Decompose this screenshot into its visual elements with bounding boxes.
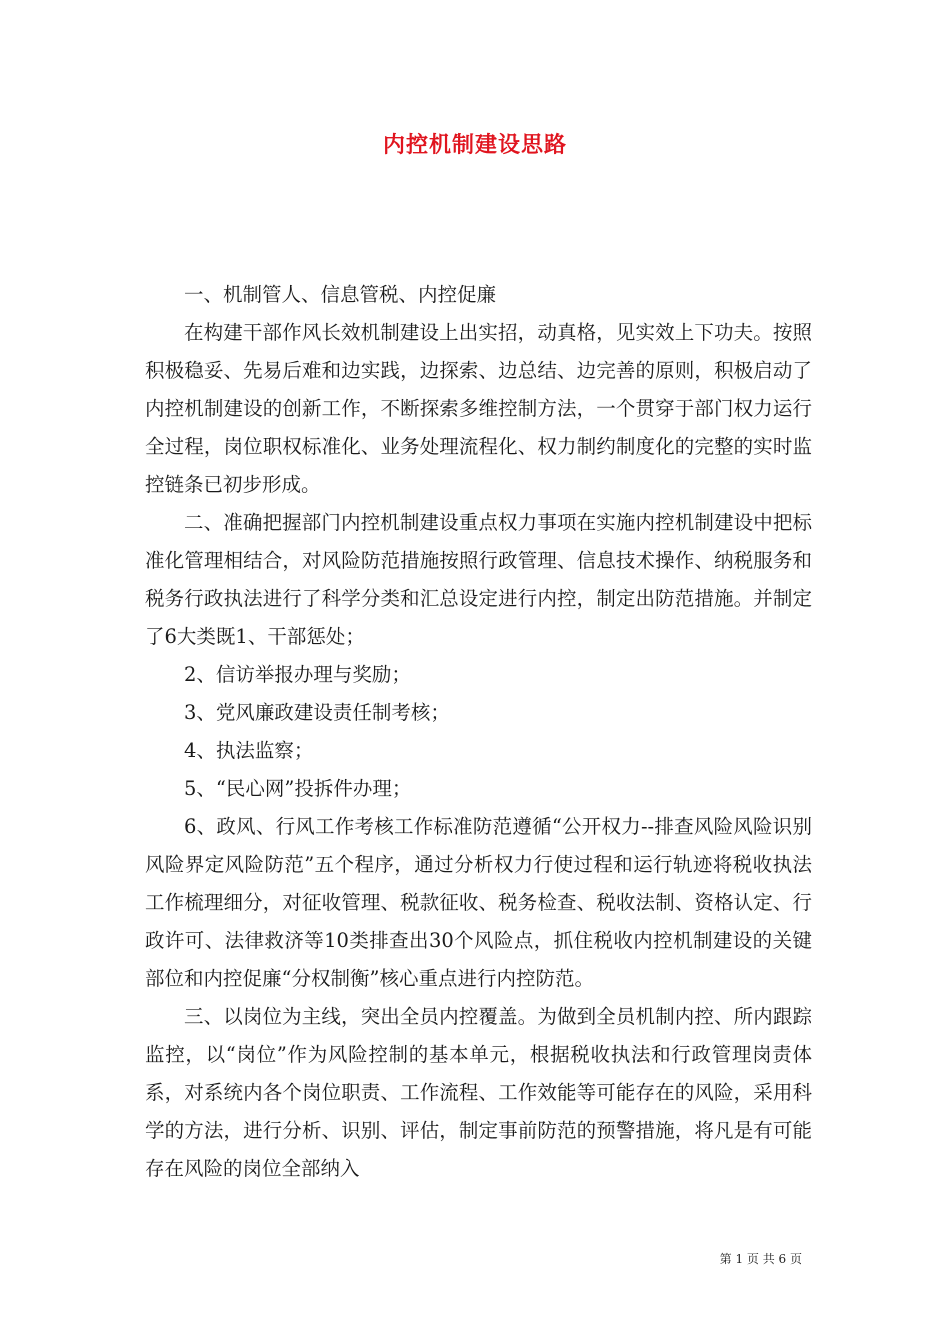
list-item: 2、信访举报办理与奖励； xyxy=(184,663,411,686)
paragraph-heading-2: 二、准确把握部门内控机制建设重点权力事项在实施内控机制建设中把标准化管理相结合，对风险防范措施按照行政管理、信息技术操作、纳税服务和税务行政执法进行了科学分类和汇总设定进行内控，制定出防范措施。并制定了6大类既1、干部惩处； xyxy=(145,511,812,648)
paragraph: 在构建干部作风长效机制建设上出实招，动真格，见实效上下功夫。按照积极稳妥、先易后难和边实践，边探索、边总结、边完善的原则，积极启动了内控机制建设的创新工作，不断探索多维控制方法，一个贯穿于部门权力运行全过程，岗位职权标准化、业务处理流程化、权力制约制度化的完整的实时监控链条已初步形成。 xyxy=(145,321,812,496)
page-number-footer: 第 1 页 共 6 页 xyxy=(719,1252,802,1266)
list-item: 5、“民心网”投拆件办理； xyxy=(184,777,412,800)
list-item: 6、政风、行风工作考核工作标准防范遵循“公开权力--排查风险风险识别风险界定风险防范”五个程序，通过分析权力行使过程和运行轨迹将税收执法工作梳理细分，对征收管理、税款征收、税务检查、税收法制、资格认定、行政许可、法律救济等10类排查出30个风险点，抓住税收内控机制建设的关键部位和内控促廉“分权制衡”核心重点进行内控防范。 xyxy=(145,815,812,990)
paragraph-heading-1: 一、机制管人、信息管税、内控促廉 xyxy=(184,283,497,306)
document-body xyxy=(145,276,812,1188)
paragraph-heading-3: 三、以岗位为主线，突出全员内控覆盖。为做到全员机制内控、所内跟踪监控，以“岗位”作为风险控制的基本单元，根据税收执法和行政管理岗责体系，对系统内各个岗位职责、工作流程、工作效能等可能存在的风险，采用科学的方法，进行分析、识别、评估，制定事前防范的预警措施，将凡是有可能存在风险的岗位全部纳入 xyxy=(145,1005,812,1180)
list-item: 3、党风廉政建设责任制考核； xyxy=(184,701,450,724)
list-item: 4、执法监察； xyxy=(184,739,314,762)
document-title: 内控机制建设思路 xyxy=(382,133,567,158)
